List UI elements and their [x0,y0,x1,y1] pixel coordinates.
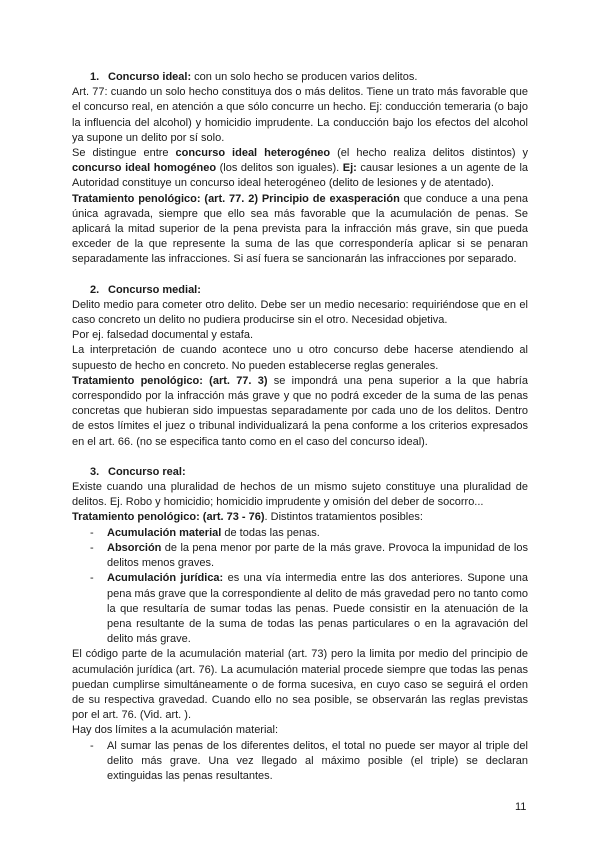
paragraph: Existe cuando una pluralidad de hechos de un mismo sujeto constituye una pluralidad de delitos. Ej. Robo y homicidio; homicidio imprudente y omisión del deber de socorro... [72,481,528,509]
treatment-list [72,526,528,648]
paragraph: Art. 77: cuando un solo hecho constituya dos o más delitos. Tiene un trato más favorable que el concurso real, en atención a que sólo concurre un hecho. Ej: conducción temeraria (o bajo la influencia del alcohol) y homicidio imprudente. La conducción bajo los efectos del alcohol ya supone un delito por sí solo. [72,86,528,144]
paragraph: Hay dos límites a la acumulación material: [72,724,279,737]
paragraph: Tratamiento penológico: (art. 77. 2) Principio de exasperación que conduce a una pena única agravada, siempre que ello sea más favorable que la acumulación de penas. Se aplicará la mitad superior de la pena prevista para la infracción más grave, sin que pueda exceder de la que represente la suma de las que correspondería aplicar si se penaran separadamente las infracciones. Si así fuera se sancionarán las infracciones por separado. [72,192,528,266]
paragraph: La interpretación de cuando acontece uno u otro concurso debe hacerse atendiendo al supuesto de hecho en concreto. No pueden establecerse reglas generales. [72,344,528,372]
section-gap [72,268,528,283]
section-heading-concurso-real: 3. Concurso real: [90,465,186,478]
section-heading-concurso-medial: 2. Concurso medial: [90,283,201,296]
limits-list [72,739,528,785]
page-number: 11 [515,801,527,813]
section-heading-concurso-ideal: 1. Concurso ideal: con un solo hecho se producen varios delitos. [90,71,418,83]
list-item: - Acumulación material de todas las penas. [90,526,320,539]
paragraph: Tratamiento penológico: (art. 77. 3) se impondrá una pena superior a la que habría correspondido por la infracción más grave y que no podrá exceder de la suma de las penas concretas que hubieran sido impuestas separadamente por cada uno de los delitos. Dentro de estos límites el juez o tribunal individualizará la pena conforme a los criterios expresados en el art. 66. (no se especifica tanto como en el caso del concurso ideal). [72,374,528,448]
page-content [72,70,528,784]
paragraph: Se distingue entre concurso ideal heterogéneo (el hecho realiza delitos distintos) y concurso ideal homogéneo (los delitos son iguales). Ej: causar lesiones a un agente de la Autoridad constituye un concurso ideal heterogéneo (delito de lesiones y de atentado). [72,147,528,190]
paragraph: El código parte de la acumulación material (art. 73) pero la limita por medio del principio de acumulación jurídica (art. 76). La acumulación material procede siempre que todas las penas puedan cumplirse simultáneamente o de forma sucesiva, en cuyo caso se seguirá el orden de su respectiva gravedad. Cuando ello no sea posible, se observarán las reglas previstas por el art. 76. (Vid. art. ). [72,648,528,722]
section-gap [72,450,528,465]
list-item: - Al sumar las penas de los diferentes delitos, el total no puede ser mayor al triple del delito más grave. Una vez llegado al máximo posible (el triple) se declaran extinguidas las penas resultantes. [90,739,528,782]
paragraph: Delito medio para cometer otro delito. Debe ser un medio necesario: requiriéndose que en el caso concreto un delito no pudiera producirse sin el otro. Necesidad objetiva. [72,298,528,327]
list-item: - Absorción de la pena menor por parte de la más grave. Provoca la impunidad de los delitos menos graves. [90,541,528,570]
list-item: - Acumulación jurídica: es una vía intermedia entre las dos anteriores. Supone una pena más grave que la correspondiente al delito de más gravedad pero no tanto como la que resultaría de sumar todas las penas. Puede consistir en la atenuación de la pena resultante de la suma de todas las penas particulares o en la agravación del delito más grave. [90,572,528,646]
paragraph: Por ej. falsedad documental y estafa. [72,329,253,342]
paragraph: Tratamiento penológico: (art. 73 - 76). Distintos tratamientos posibles: [72,511,423,524]
